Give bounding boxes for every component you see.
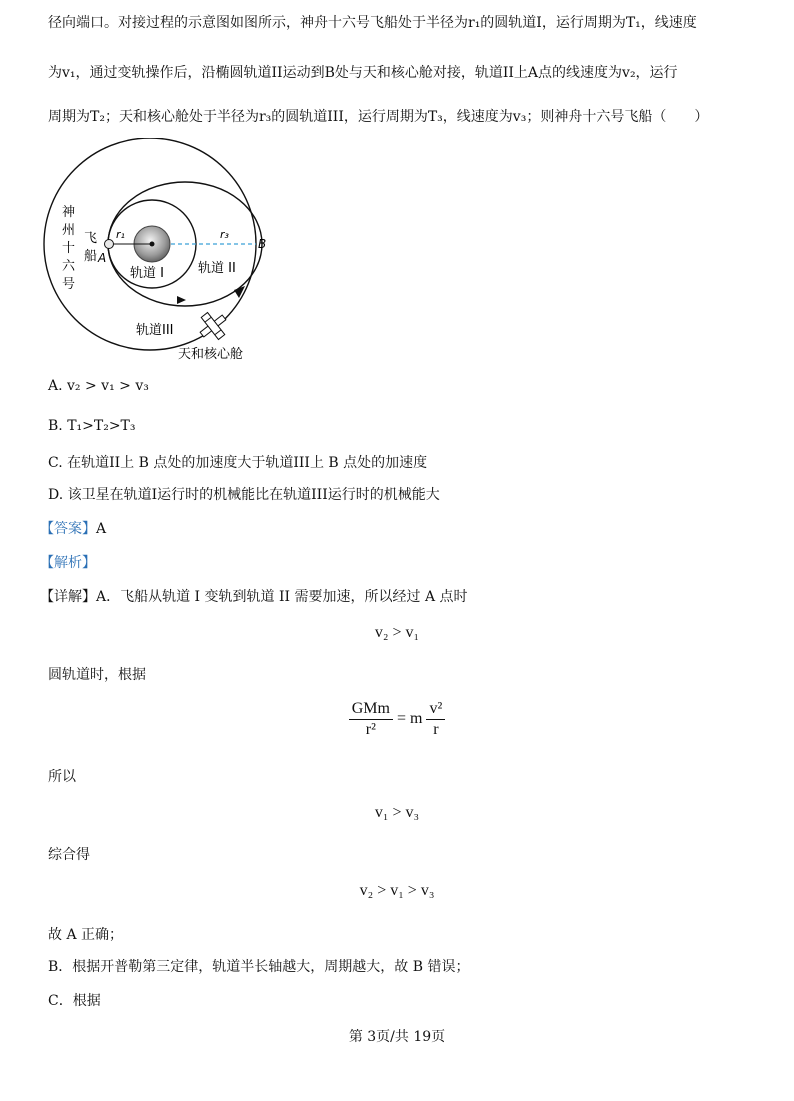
formula-2-right-numerator: v²	[426, 700, 445, 720]
spacecraft-label-3: 十	[62, 241, 76, 256]
formula-1: v₂ > v₁	[374, 624, 420, 641]
detail-line-2: 圆轨道时，根据	[48, 667, 146, 683]
ship-label-2: 船	[84, 249, 98, 264]
orbit-diagram	[40, 138, 280, 368]
formula-2-left-fraction	[349, 700, 393, 739]
question-line-3: 周期为T₂；天和核心舱处于半径为r₃的圆轨道III，运行周期为T₃，线速度为v₃；则神舟十六号飞船（ ）	[48, 109, 709, 125]
r1-label: r₁	[116, 228, 125, 241]
station-label: 天和核心舱	[178, 347, 244, 362]
spacecraft-label-1: 神	[62, 205, 76, 220]
spacecraft-label-4: 六	[62, 259, 76, 274]
answer-value: A	[96, 521, 107, 537]
ship-icon	[105, 240, 114, 249]
detail-line-6: B．根据开普勒第三定律，轨道半长轴越大，周期越大，故 B 错误；	[48, 959, 470, 975]
option-a: A. v₂ > v₁ > v₃	[48, 378, 149, 394]
question-line-1: 径向端口。对接过程的示意图如图所示，神舟十六号飞船处于半径为r₁的圆轨道I，运行周期为T₁，线速度	[48, 15, 697, 31]
formula-3: v₁ > v₃	[374, 804, 420, 821]
detail-line-4: 综合得	[48, 847, 90, 863]
detail-tag: 【详解】	[40, 589, 96, 605]
spacecraft-label-2: 州	[62, 223, 76, 238]
question-line-2: 为v₁，通过变轨操作后，沿椭圆轨道II运动到B处与天和核心舱对接，轨道II上A点的线速度为v₂，运行	[48, 65, 678, 81]
formula-2-equals: = m	[396, 710, 423, 728]
detail-line-5: 故 A 正确；	[48, 927, 124, 943]
station-icon	[193, 306, 232, 345]
answer-line	[40, 518, 106, 538]
point-b-label: B	[258, 237, 267, 251]
detail-line-1	[40, 586, 468, 606]
option-b: B. T₁>T₂>T₃	[48, 418, 136, 434]
detail-text-1: A．飞船从轨道 I 变轨到轨道 II 需要加速，所以经过 A 点时	[96, 589, 468, 605]
detail-line-7: C．根据	[48, 993, 101, 1009]
formula-2-numerator: GMm	[349, 700, 393, 720]
formula-2-denominator: r²	[365, 721, 376, 738]
answer-tag: 【答案】	[40, 521, 96, 537]
formula-2-right-fraction	[426, 700, 445, 739]
detail-line-3: 所以	[48, 769, 76, 785]
page-footer: 第 3页/共 19页	[348, 1029, 446, 1045]
formula-4: v₂ > v₁ > v₃	[359, 882, 435, 899]
option-d: D. 该卫星在轨道I运行时的机械能比在轨道III运行时的机械能大	[48, 487, 440, 503]
orbit-3-label: 轨道III	[136, 323, 174, 338]
orbit-2-label: 轨道 II	[198, 261, 236, 276]
point-a-label: A	[98, 251, 107, 265]
formula-2	[0, 700, 794, 739]
spacecraft-label-5: 号	[62, 277, 76, 292]
ship-label-1: 飞	[84, 231, 98, 246]
orbit-1-label: 轨道 I	[130, 266, 164, 281]
analysis-tag: 【解析】	[40, 555, 96, 571]
r3-label: r₃	[220, 228, 229, 241]
formula-2-right-denominator: r	[433, 721, 439, 738]
option-c: C. 在轨道II上 B 点处的加速度大于轨道III上 B 点处的加速度	[48, 455, 428, 471]
orbit-2-arrow	[177, 296, 186, 304]
